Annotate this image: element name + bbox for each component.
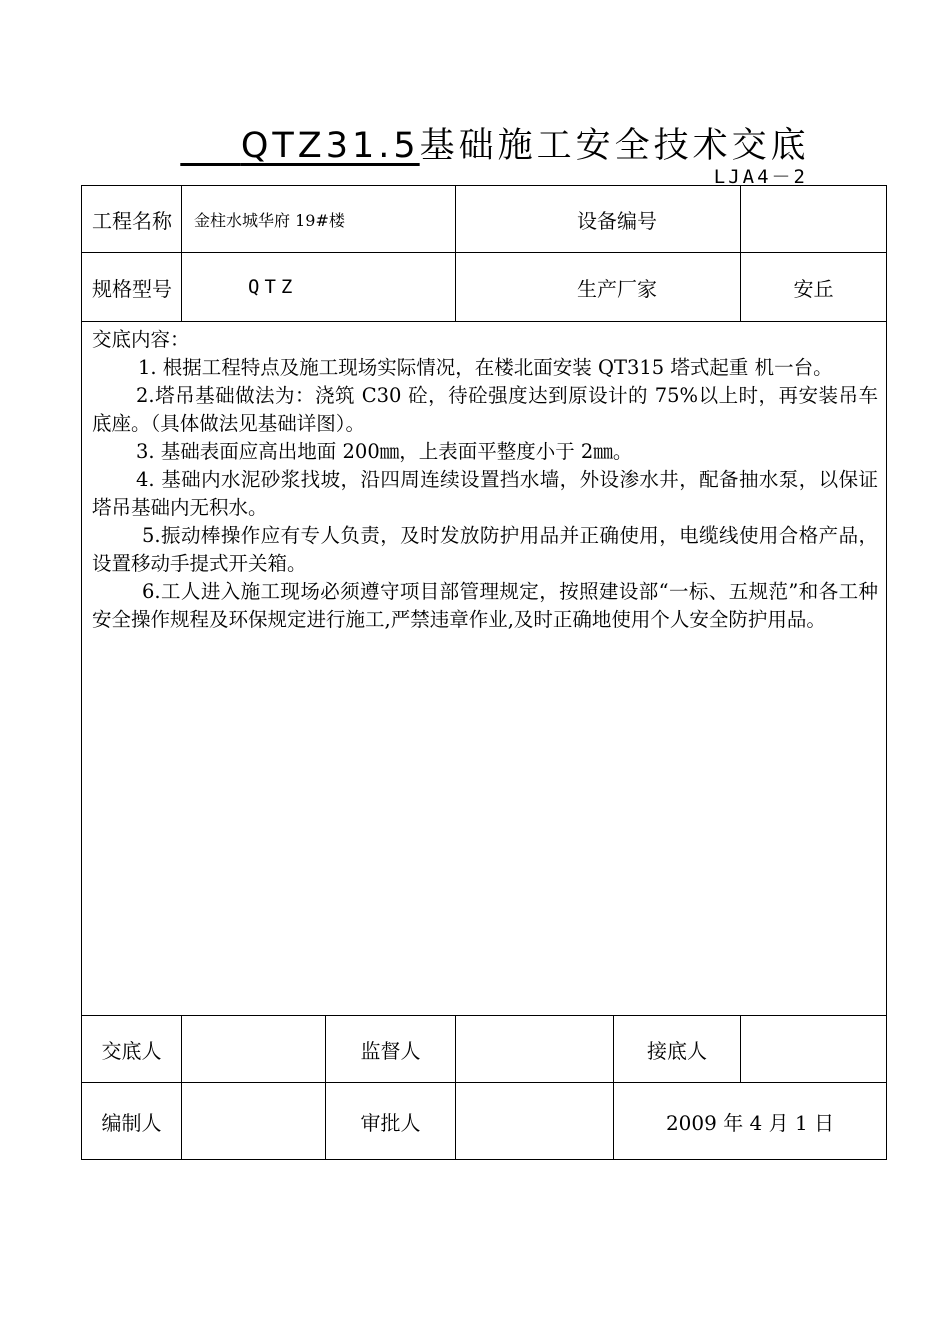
- title-code: QTZ31.5: [240, 126, 420, 166]
- receiver-value: [741, 1016, 887, 1083]
- document-title: [0, 118, 950, 168]
- model-value: QTZ: [182, 253, 456, 322]
- project-row: [82, 186, 887, 253]
- compiler-label: 编制人: [82, 1083, 182, 1160]
- manufacturer-value: 安丘: [741, 253, 887, 322]
- disclosure-content: [82, 322, 887, 1016]
- discloser-value: [182, 1016, 326, 1083]
- content-item: 4. 基础内水泥砂浆找坡，沿四周连续设置挡水墙，外设渗水井，配备抽水泵，以保证塔吊基础内无积水。: [92, 468, 879, 519]
- discloser-label: 交底人: [82, 1016, 182, 1083]
- document-number: LJA4－2: [713, 166, 808, 188]
- model-row: [82, 253, 887, 322]
- signature-row-2: [82, 1083, 887, 1160]
- date-field: 2009 年 4 月 1 日: [614, 1083, 887, 1160]
- equipment-no-label: 设备编号: [456, 186, 741, 253]
- content-item: 5.振动棒操作应有专人负责，及时发放防护用品并正确使用，电缆线使用合格产品，设置移动手提式开关箱。: [92, 524, 879, 575]
- approver-label: 审批人: [326, 1083, 456, 1160]
- title-text: 基础施工安全技术交底: [419, 126, 810, 166]
- content-heading: 交底内容：: [92, 328, 190, 351]
- manufacturer-label: 生产厂家: [456, 253, 741, 322]
- disclosure-table: [81, 185, 887, 1160]
- project-label: 工程名称: [82, 186, 182, 253]
- compiler-value: [182, 1083, 326, 1160]
- content-item: 1. 根据工程特点及施工现场实际情况，在楼北面安装 QT315 塔式起重 机一台。: [138, 356, 833, 379]
- supervisor-label: 监督人: [326, 1016, 456, 1083]
- project-value: 金柱水城华府 19#楼: [182, 186, 456, 253]
- signature-row-1: [82, 1016, 887, 1083]
- approver-value: [456, 1083, 614, 1160]
- content-row: [82, 322, 887, 1016]
- equipment-no-value: [741, 186, 887, 253]
- content-item: 6.工人进入施工现场必须遵守项目部管理规定，按照建设部“一标、五规范”和各工种安全操作规程及环保规定进行施工,严禁违章作业,及时正确地使用个人安全防护用品。: [92, 580, 879, 631]
- receiver-label: 接底人: [614, 1016, 741, 1083]
- supervisor-value: [456, 1016, 614, 1083]
- content-item: 2.塔吊基础做法为：浇筑 C30 砼，待砼强度达到原设计的 75%以上时，再安装吊车底座。（具体做法见基础详图）。: [92, 384, 879, 435]
- title-underline-lead: [180, 126, 241, 166]
- model-label: 规格型号: [82, 253, 182, 322]
- content-item: 3. 基础表面应高出地面 200㎜，上表面平整度小于 2㎜。: [136, 440, 633, 463]
